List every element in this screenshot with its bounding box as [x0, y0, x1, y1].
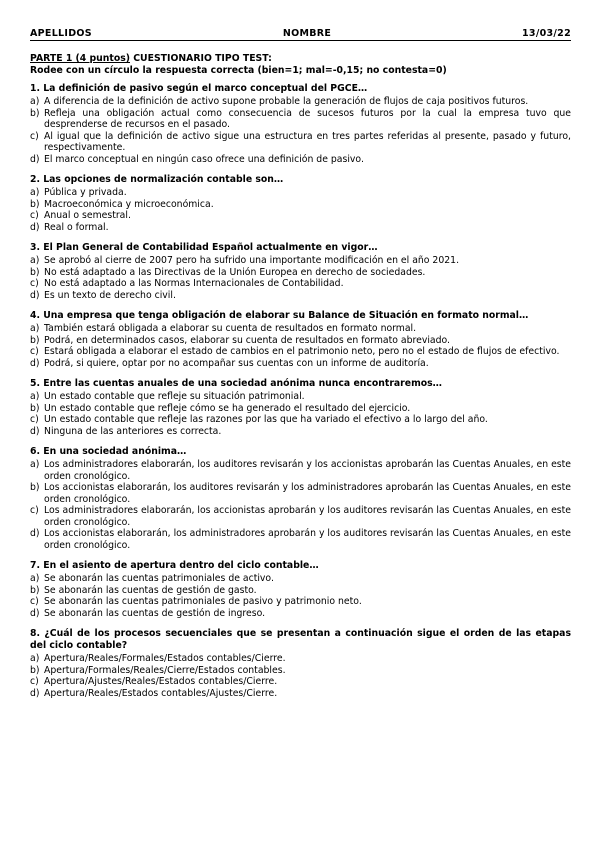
- exam-intro: [30, 53, 571, 77]
- option-text: Se abonarán las cuentas patrimoniales de activo.: [44, 573, 274, 584]
- answer-option[interactable]: [30, 222, 571, 234]
- part-heading: [30, 53, 571, 65]
- option-text: Estará obligada a elaborar el estado de cambios en el patrimonio neto, pero no el estado de flujos de efectivo.: [44, 346, 560, 357]
- option-letter: b): [30, 482, 40, 493]
- question-title: 7. En el asiento de apertura dentro del ciclo contable…: [30, 560, 319, 571]
- option-text: Al igual que la definición de activo sigue una estructura en tres partes referidas al presente, pasado y futuro, respectivamente.: [44, 130, 571, 153]
- option-letter: b): [30, 266, 40, 278]
- answer-option[interactable]: [30, 459, 571, 482]
- question-6: [30, 446, 571, 551]
- option-letter: d): [30, 357, 40, 369]
- option-text: Podrá, en determinados casos, elaborar su cuenta de resultados en formato abreviado.: [44, 334, 450, 346]
- option-text: Apertura/Reales/Estados contables/Ajustes/Cierre.: [44, 687, 278, 699]
- option-text: Apertura/Ajustes/Reales/Estados contables/Cierre.: [44, 676, 278, 687]
- option-text: Macroeconómica y microeconómica.: [44, 198, 214, 210]
- answer-option[interactable]: [30, 665, 571, 677]
- question-title: 6. En una sociedad anónima…: [30, 446, 187, 457]
- question-title: 2. Las opciones de normalización contable son…: [30, 174, 284, 185]
- question-8: [30, 628, 571, 699]
- exam-instructions: Rodee con un círculo la respuesta correcta (bien=1; mal=-0,15; no contesta=0): [30, 65, 447, 76]
- question-4: [30, 310, 571, 369]
- answer-option[interactable]: [30, 653, 571, 665]
- option-text: Pública y privada.: [44, 187, 127, 198]
- question-title: 8. ¿Cuál de los procesos secuenciales que se presentan a continuación sigue el orden de las etapas del ciclo contable?: [30, 628, 571, 651]
- exam-header: [30, 28, 571, 41]
- question-7: [30, 560, 571, 619]
- question-title: 4. Una empresa que tenga obligación de elaborar su Balance de Situación en formato normal…: [30, 310, 529, 321]
- option-letter: d): [30, 528, 40, 539]
- option-text: Anual o semestral.: [44, 210, 131, 221]
- answer-option[interactable]: [30, 290, 571, 302]
- answer-option[interactable]: [30, 414, 571, 426]
- answer-option[interactable]: [30, 426, 571, 438]
- answer-option[interactable]: [30, 131, 571, 154]
- option-text: Real o formal.: [44, 221, 109, 233]
- answer-option[interactable]: [30, 199, 571, 211]
- option-letter: a): [30, 653, 40, 664]
- answer-option[interactable]: [30, 403, 571, 415]
- answer-option[interactable]: [30, 391, 571, 403]
- part-title: CUESTIONARIO TIPO TEST:: [130, 53, 272, 64]
- option-text: También estará obligada a elaborar su cuenta de resultados en formato normal.: [44, 323, 417, 334]
- question-2: [30, 174, 571, 233]
- option-letter: d): [30, 289, 40, 301]
- question-1: [30, 83, 571, 165]
- name-label: NOMBRE: [282, 28, 332, 39]
- option-letter: c): [30, 346, 39, 357]
- answer-option[interactable]: [30, 210, 571, 222]
- option-letter: b): [30, 402, 40, 414]
- surname-label: APELLIDOS: [30, 28, 92, 39]
- question-5: [30, 378, 571, 437]
- answer-option[interactable]: [30, 596, 571, 608]
- option-letter: b): [30, 107, 40, 119]
- option-letter: c): [30, 414, 39, 425]
- option-text: Apertura/Reales/Formales/Estados contables/Cierre.: [44, 653, 286, 664]
- option-letter: c): [30, 210, 39, 221]
- option-letter: a): [30, 255, 40, 266]
- question-list: [30, 83, 571, 699]
- option-text: Se abonarán las cuentas de gestión de gasto.: [44, 584, 257, 596]
- answer-option[interactable]: [30, 676, 571, 688]
- answer-option[interactable]: [30, 335, 571, 347]
- option-letter: a): [30, 187, 40, 198]
- question-title: 1. La definición de pasivo según el marco conceptual del PGCE…: [30, 83, 368, 94]
- option-letter: d): [30, 425, 40, 437]
- option-text: Los accionistas elaborarán, los administradores aprobarán y los auditores revisarán las Cuentas Anuales, en este orden cronológico.: [44, 528, 571, 551]
- answer-option[interactable]: [30, 278, 571, 290]
- answer-option[interactable]: [30, 573, 571, 585]
- option-text: Un estado contable que refleje su situación patrimonial.: [44, 391, 305, 402]
- answer-option[interactable]: [30, 528, 571, 551]
- exam-date: 13/03/22: [522, 28, 571, 39]
- option-letter: a): [30, 573, 40, 584]
- answer-option[interactable]: [30, 267, 571, 279]
- option-text: Se abonarán las cuentas patrimoniales de pasivo y patrimonio neto.: [44, 596, 362, 607]
- option-text: Los administradores elaborarán, los accionistas aprobarán y los auditores revisarán las Cuentas Anuales, en este orden cronológico.: [44, 505, 571, 528]
- option-letter: d): [30, 221, 40, 233]
- option-letter: b): [30, 198, 40, 210]
- answer-option[interactable]: [30, 187, 571, 199]
- answer-option[interactable]: [30, 688, 571, 700]
- option-text: Refleja una obligación actual como consecuencia de sucesos futuros por la cual la empresa tuvo que desprenderse de recursos en el pasado.: [44, 107, 571, 130]
- option-letter: a): [30, 459, 40, 470]
- option-text: Es un texto de derecho civil.: [44, 289, 176, 301]
- part-label: PARTE 1 (4 puntos): [30, 53, 130, 64]
- answer-option[interactable]: [30, 358, 571, 370]
- option-letter: d): [30, 607, 40, 619]
- answer-option[interactable]: [30, 505, 571, 528]
- option-letter: c): [30, 596, 39, 607]
- option-letter: c): [30, 676, 39, 687]
- question-title: 5. Entre las cuentas anuales de una sociedad anónima nunca encontraremos…: [30, 378, 442, 389]
- option-text: A diferencia de la definición de activo supone probable la generación de flujos de caja positivos futuros.: [44, 96, 529, 107]
- option-text: Los administradores elaborarán, los auditores revisarán y los accionistas aprobarán las Cuentas Anuales, en este orden cronológico.: [44, 459, 571, 482]
- option-text: El marco conceptual en ningún caso ofrece una definición de pasivo.: [44, 153, 364, 165]
- answer-option[interactable]: [30, 323, 571, 335]
- option-text: Un estado contable que refleje las razones por las que ha variado el efectivo a lo largo del año.: [44, 414, 488, 425]
- option-text: Apertura/Formales/Reales/Cierre/Estados contables.: [44, 664, 286, 676]
- answer-option[interactable]: [30, 108, 571, 131]
- answer-option[interactable]: [30, 482, 571, 505]
- option-letter: b): [30, 664, 40, 676]
- option-text: No está adaptado a las Directivas de la Unión Europea en derecho de sociedades.: [44, 266, 426, 278]
- option-text: Un estado contable que refleje cómo se ha generado el resultado del ejercicio.: [44, 402, 411, 414]
- option-letter: b): [30, 584, 40, 596]
- answer-option[interactable]: [30, 585, 571, 597]
- question-3: [30, 242, 571, 301]
- option-letter: d): [30, 687, 40, 699]
- answer-option[interactable]: [30, 346, 571, 358]
- option-text: Se abonarán las cuentas de gestión de ingreso.: [44, 607, 266, 619]
- option-letter: a): [30, 96, 40, 107]
- answer-option[interactable]: [30, 608, 571, 620]
- option-text: Ninguna de las anteriores es correcta.: [44, 425, 222, 437]
- option-text: Podrá, si quiere, optar por no acompañar sus cuentas con un informe de auditoría.: [44, 357, 429, 369]
- option-text: No está adaptado a las Normas Internacionales de Contabilidad.: [44, 278, 344, 289]
- option-letter: d): [30, 153, 40, 165]
- option-text: Los accionistas elaborarán, los auditores revisarán y los administradores aprobarán las Cuentas Anuales, en este orden cronológico.: [44, 482, 571, 505]
- answer-option[interactable]: [30, 154, 571, 166]
- answer-option[interactable]: [30, 96, 571, 108]
- option-text: Se aprobó al cierre de 2007 pero ha sufrido una importante modificación en el año 2021.: [44, 255, 460, 266]
- option-letter: c): [30, 130, 39, 142]
- option-letter: a): [30, 323, 40, 334]
- option-letter: c): [30, 505, 39, 516]
- option-letter: a): [30, 391, 40, 402]
- exam-page: [30, 28, 571, 708]
- option-letter: b): [30, 334, 40, 346]
- option-letter: c): [30, 278, 39, 289]
- answer-option[interactable]: [30, 255, 571, 267]
- question-title: 3. El Plan General de Contabilidad Español actualmente en vigor…: [30, 242, 378, 253]
